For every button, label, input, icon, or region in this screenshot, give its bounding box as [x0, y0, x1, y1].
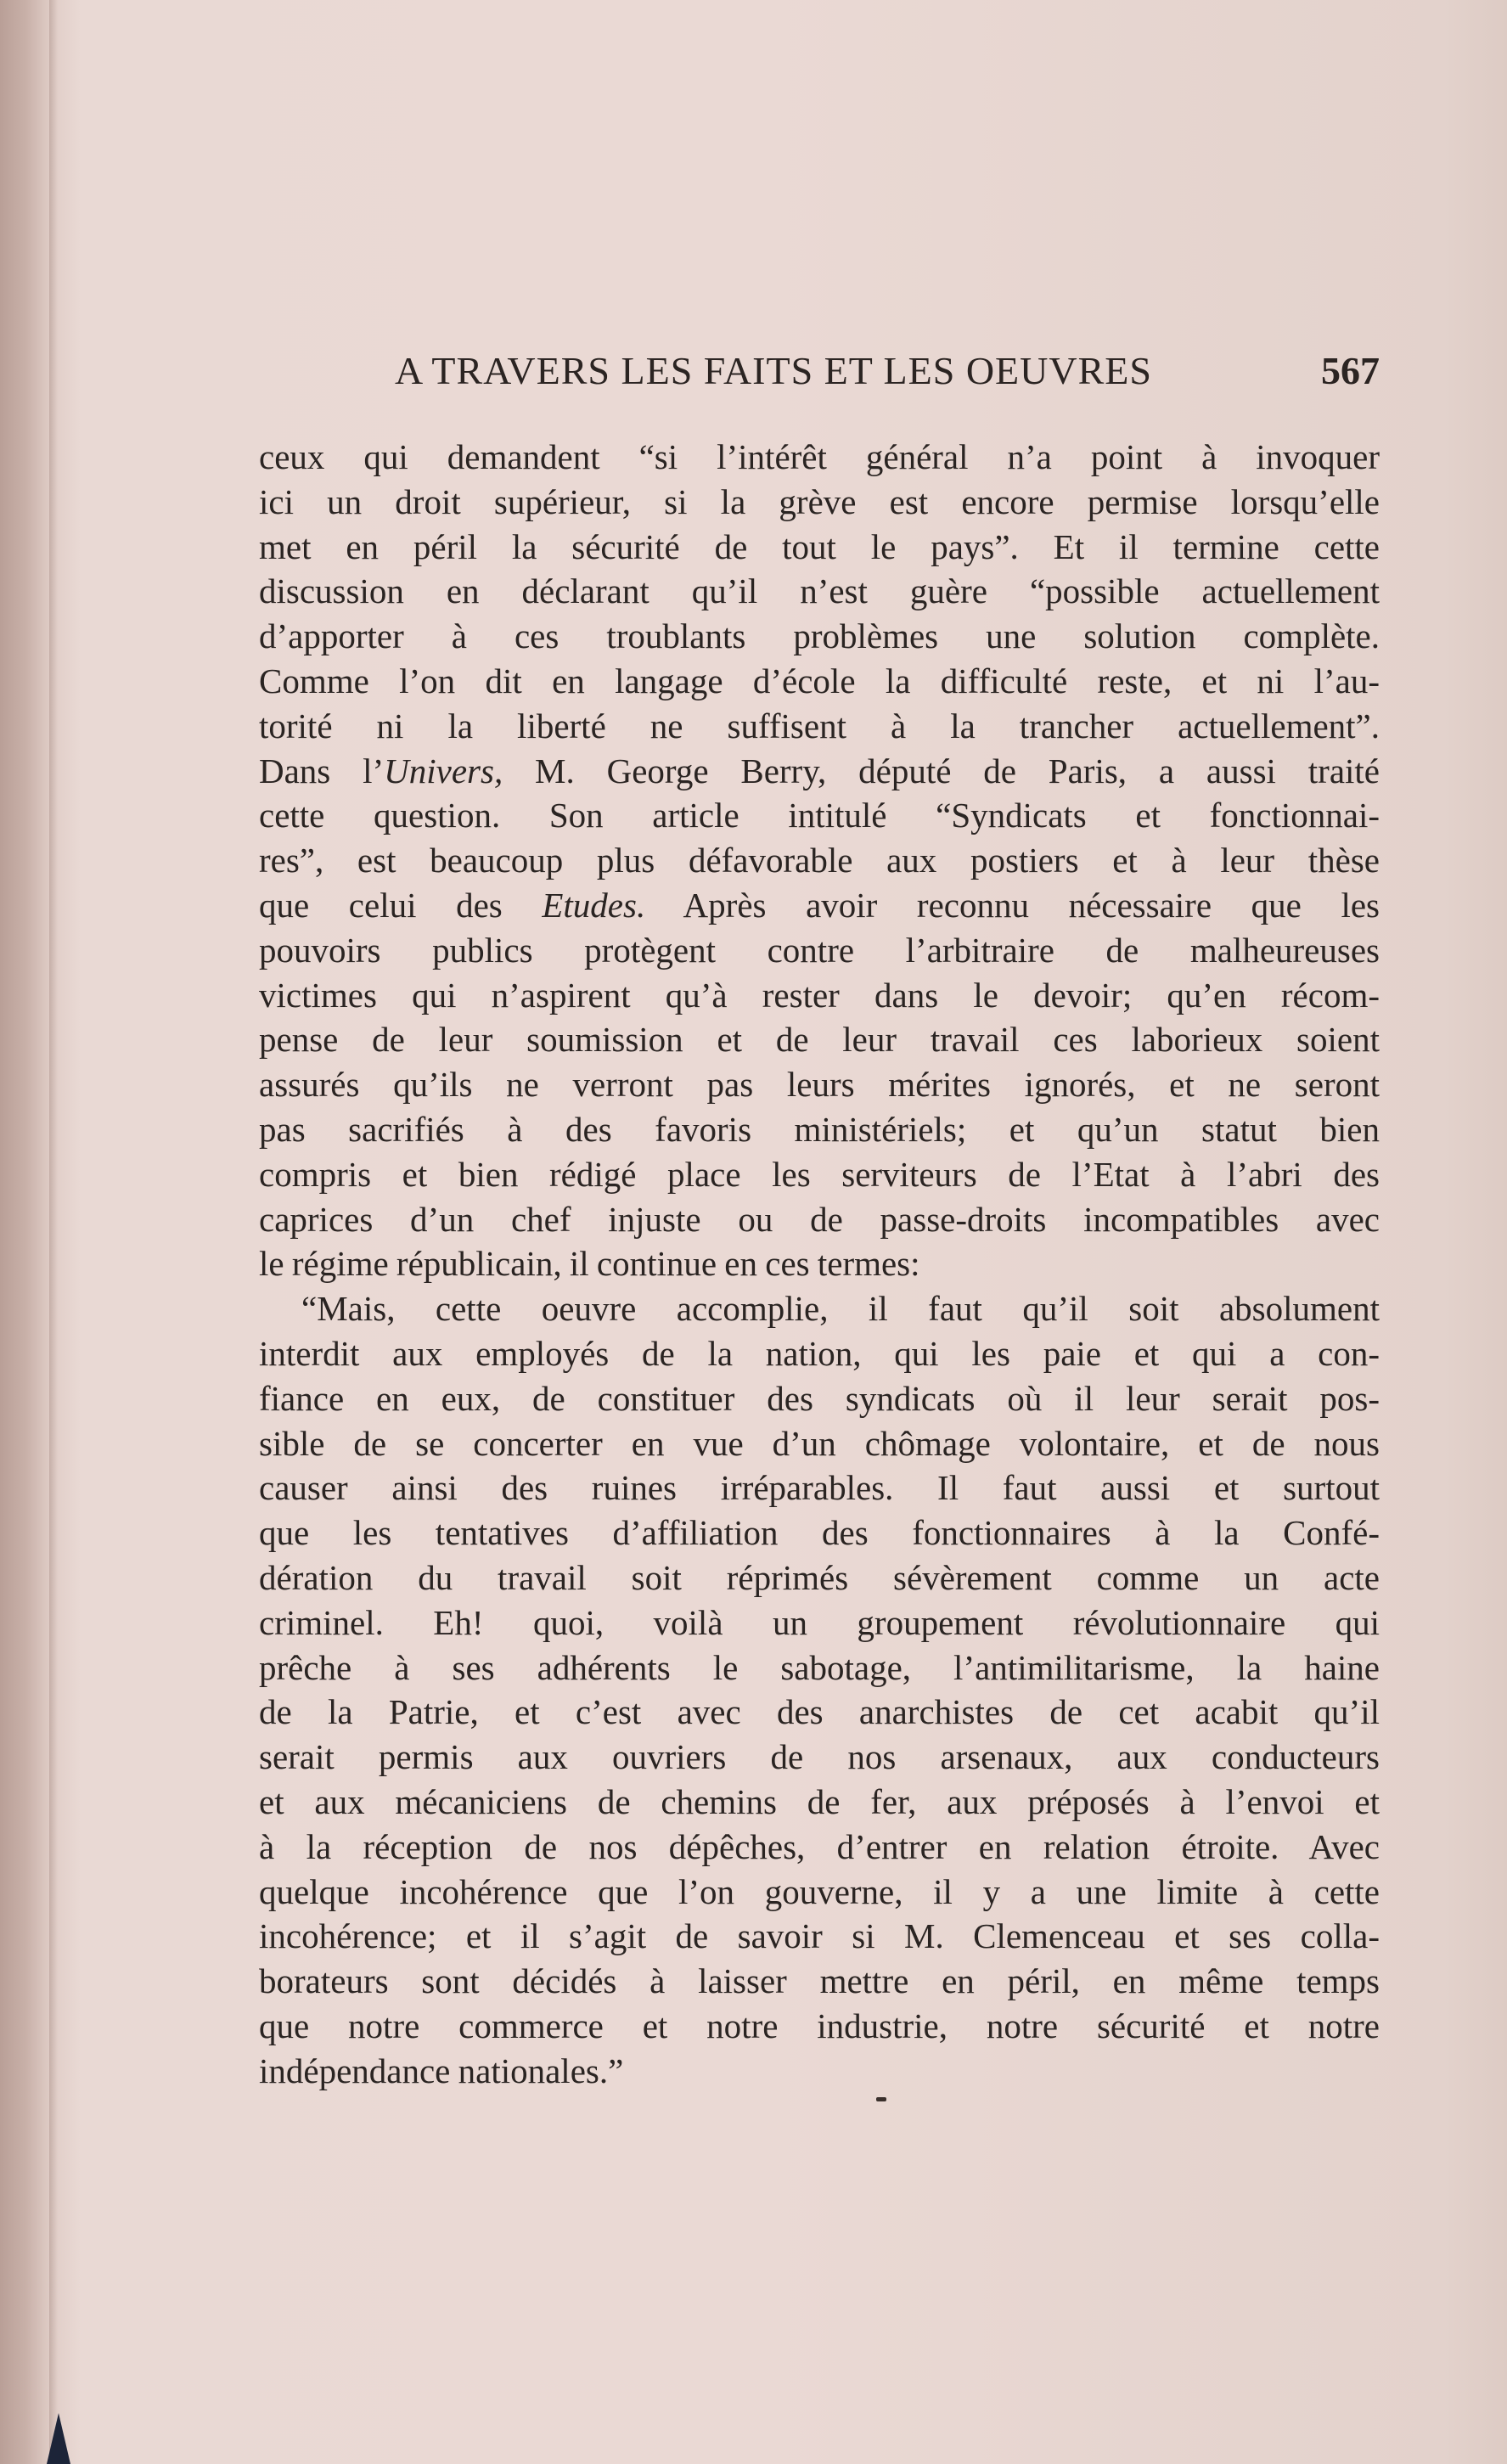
text-line: pense de leur soumission et de leur travail ces laborieux soient [259, 1020, 1380, 1060]
page-gutter-shadow [49, 0, 58, 2464]
binding-corner-mark [47, 2413, 70, 2464]
running-head [259, 348, 1380, 396]
text-line: res”, est beaucoup plus défavorable aux postiers et à leur thèse [259, 841, 1380, 880]
text-run: que celui des [259, 885, 543, 925]
quote-line: interdit aux employés de la nation, qui les paie et qui a con- [259, 1333, 1380, 1373]
quote-line: prêche à ses adhérents le sabotage, l’antimilitarisme, la haine [259, 1647, 1380, 1687]
text-line: caprices d’un chef injuste ou de passe-droits incompatibles avec [259, 1199, 1380, 1239]
quote-line: sible de se concerter en vue d’un chômage volontaire, et de nous [259, 1423, 1380, 1463]
text-line: torité ni la liberté ne suffisent à la trancher actuellement”. [259, 706, 1380, 745]
quote-line: “Mais, cette oeuvre accomplie, il faut qu’il soit absolument [301, 1289, 1380, 1329]
text-run: Dans l’ [259, 751, 385, 790]
text-line [259, 749, 1380, 794]
text-line: assurés qu’ils ne verront pas leurs mérites ignorés, et ne seront [259, 1065, 1380, 1105]
quote-line: que les tentatives d’affiliation des fonctionnaires à la Confé- [259, 1513, 1380, 1553]
running-title: A TRAVERS LES FAITS ET LES OEUVRES [395, 349, 1152, 392]
quote-line: que notre commerce et notre industrie, notre sécurité et notre [259, 2006, 1380, 2045]
quote-line: fiance en eux, de constituer des syndicats où il leur serait pos- [259, 1378, 1380, 1418]
text-line: discussion en déclarant qu’il n’est guère “possible actuellement [259, 571, 1380, 611]
journal-title-univers: Univers, [384, 751, 503, 790]
text-run: M. George Berry, député de Paris, a aussi traité [503, 751, 1380, 790]
quote-line: criminel. Eh! quoi, voilà un groupement révolutionnaire qui [259, 1602, 1380, 1642]
text-line: victimes qui n’aspirent qu’à rester dans le devoir; qu’en récom- [259, 975, 1380, 1015]
quote-line: incohérence; et il s’agit de savoir si M. Clemenceau et ses colla- [259, 1916, 1380, 1956]
text-line: cette question. Son article intitulé “Syndicats et fonctionnai- [259, 796, 1380, 835]
text-line: met en péril la sécurité de tout le pays”. Et il termine cette [259, 526, 1380, 566]
text-line: le régime républicain, il continue en ces termes: [259, 1244, 920, 1284]
quote-line: quelque incohérence que l’on gouverne, il y a une limite à cette [259, 1871, 1380, 1911]
journal-title-etudes: Etudes. [542, 885, 646, 925]
ink-speck [876, 2097, 886, 2101]
quote-line: borateurs sont décidés à laisser mettre en péril, en même temps [259, 1961, 1380, 2001]
quote-line: à la réception de nos dépêches, d’entrer en relation étroite. Avec [259, 1826, 1380, 1866]
text-line: Comme l’on dit en langage d’école la difficulté reste, et ni l’au- [259, 661, 1380, 700]
text-line: pouvoirs publics protègent contre l’arbitraire de malheureuses [259, 930, 1380, 970]
text-line: compris et bien rédigé place les serviteurs de l’Etat à l’abri des [259, 1154, 1380, 1194]
text-line [259, 883, 1380, 928]
text-line: ceux qui demandent “si l’intérêt général n’a point à invoquer [259, 437, 1380, 476]
body-text [259, 435, 1380, 2093]
text-line: d’apporter à ces troublants problèmes une solution complète. [259, 616, 1380, 656]
quote-line: causer ainsi des ruines irréparables. Il faut aussi et surtout [259, 1468, 1380, 1508]
quote-line: de la Patrie, et c’est avec des anarchistes de cet acabit qu’il [259, 1692, 1380, 1732]
text-run: Après avoir reconnu nécessaire que les [645, 885, 1380, 925]
text-line: ici un droit supérieur, si la grève est encore permise lorsqu’elle [259, 481, 1380, 521]
quote-line: indépendance nationales.” [259, 2051, 624, 2090]
text-line: pas sacrifiés à des favoris ministériels; et qu’un statut bien [259, 1109, 1380, 1149]
quote-line: serait permis aux ouvriers de nos arsenaux, aux conducteurs [259, 1737, 1380, 1777]
quote-line: et aux mécaniciens de chemins de fer, aux préposés à l’envoi et [259, 1781, 1380, 1821]
quote-line: dération du travail soit réprimés sévèrement comme un acte [259, 1557, 1380, 1597]
page-number: 567 [1321, 349, 1380, 392]
